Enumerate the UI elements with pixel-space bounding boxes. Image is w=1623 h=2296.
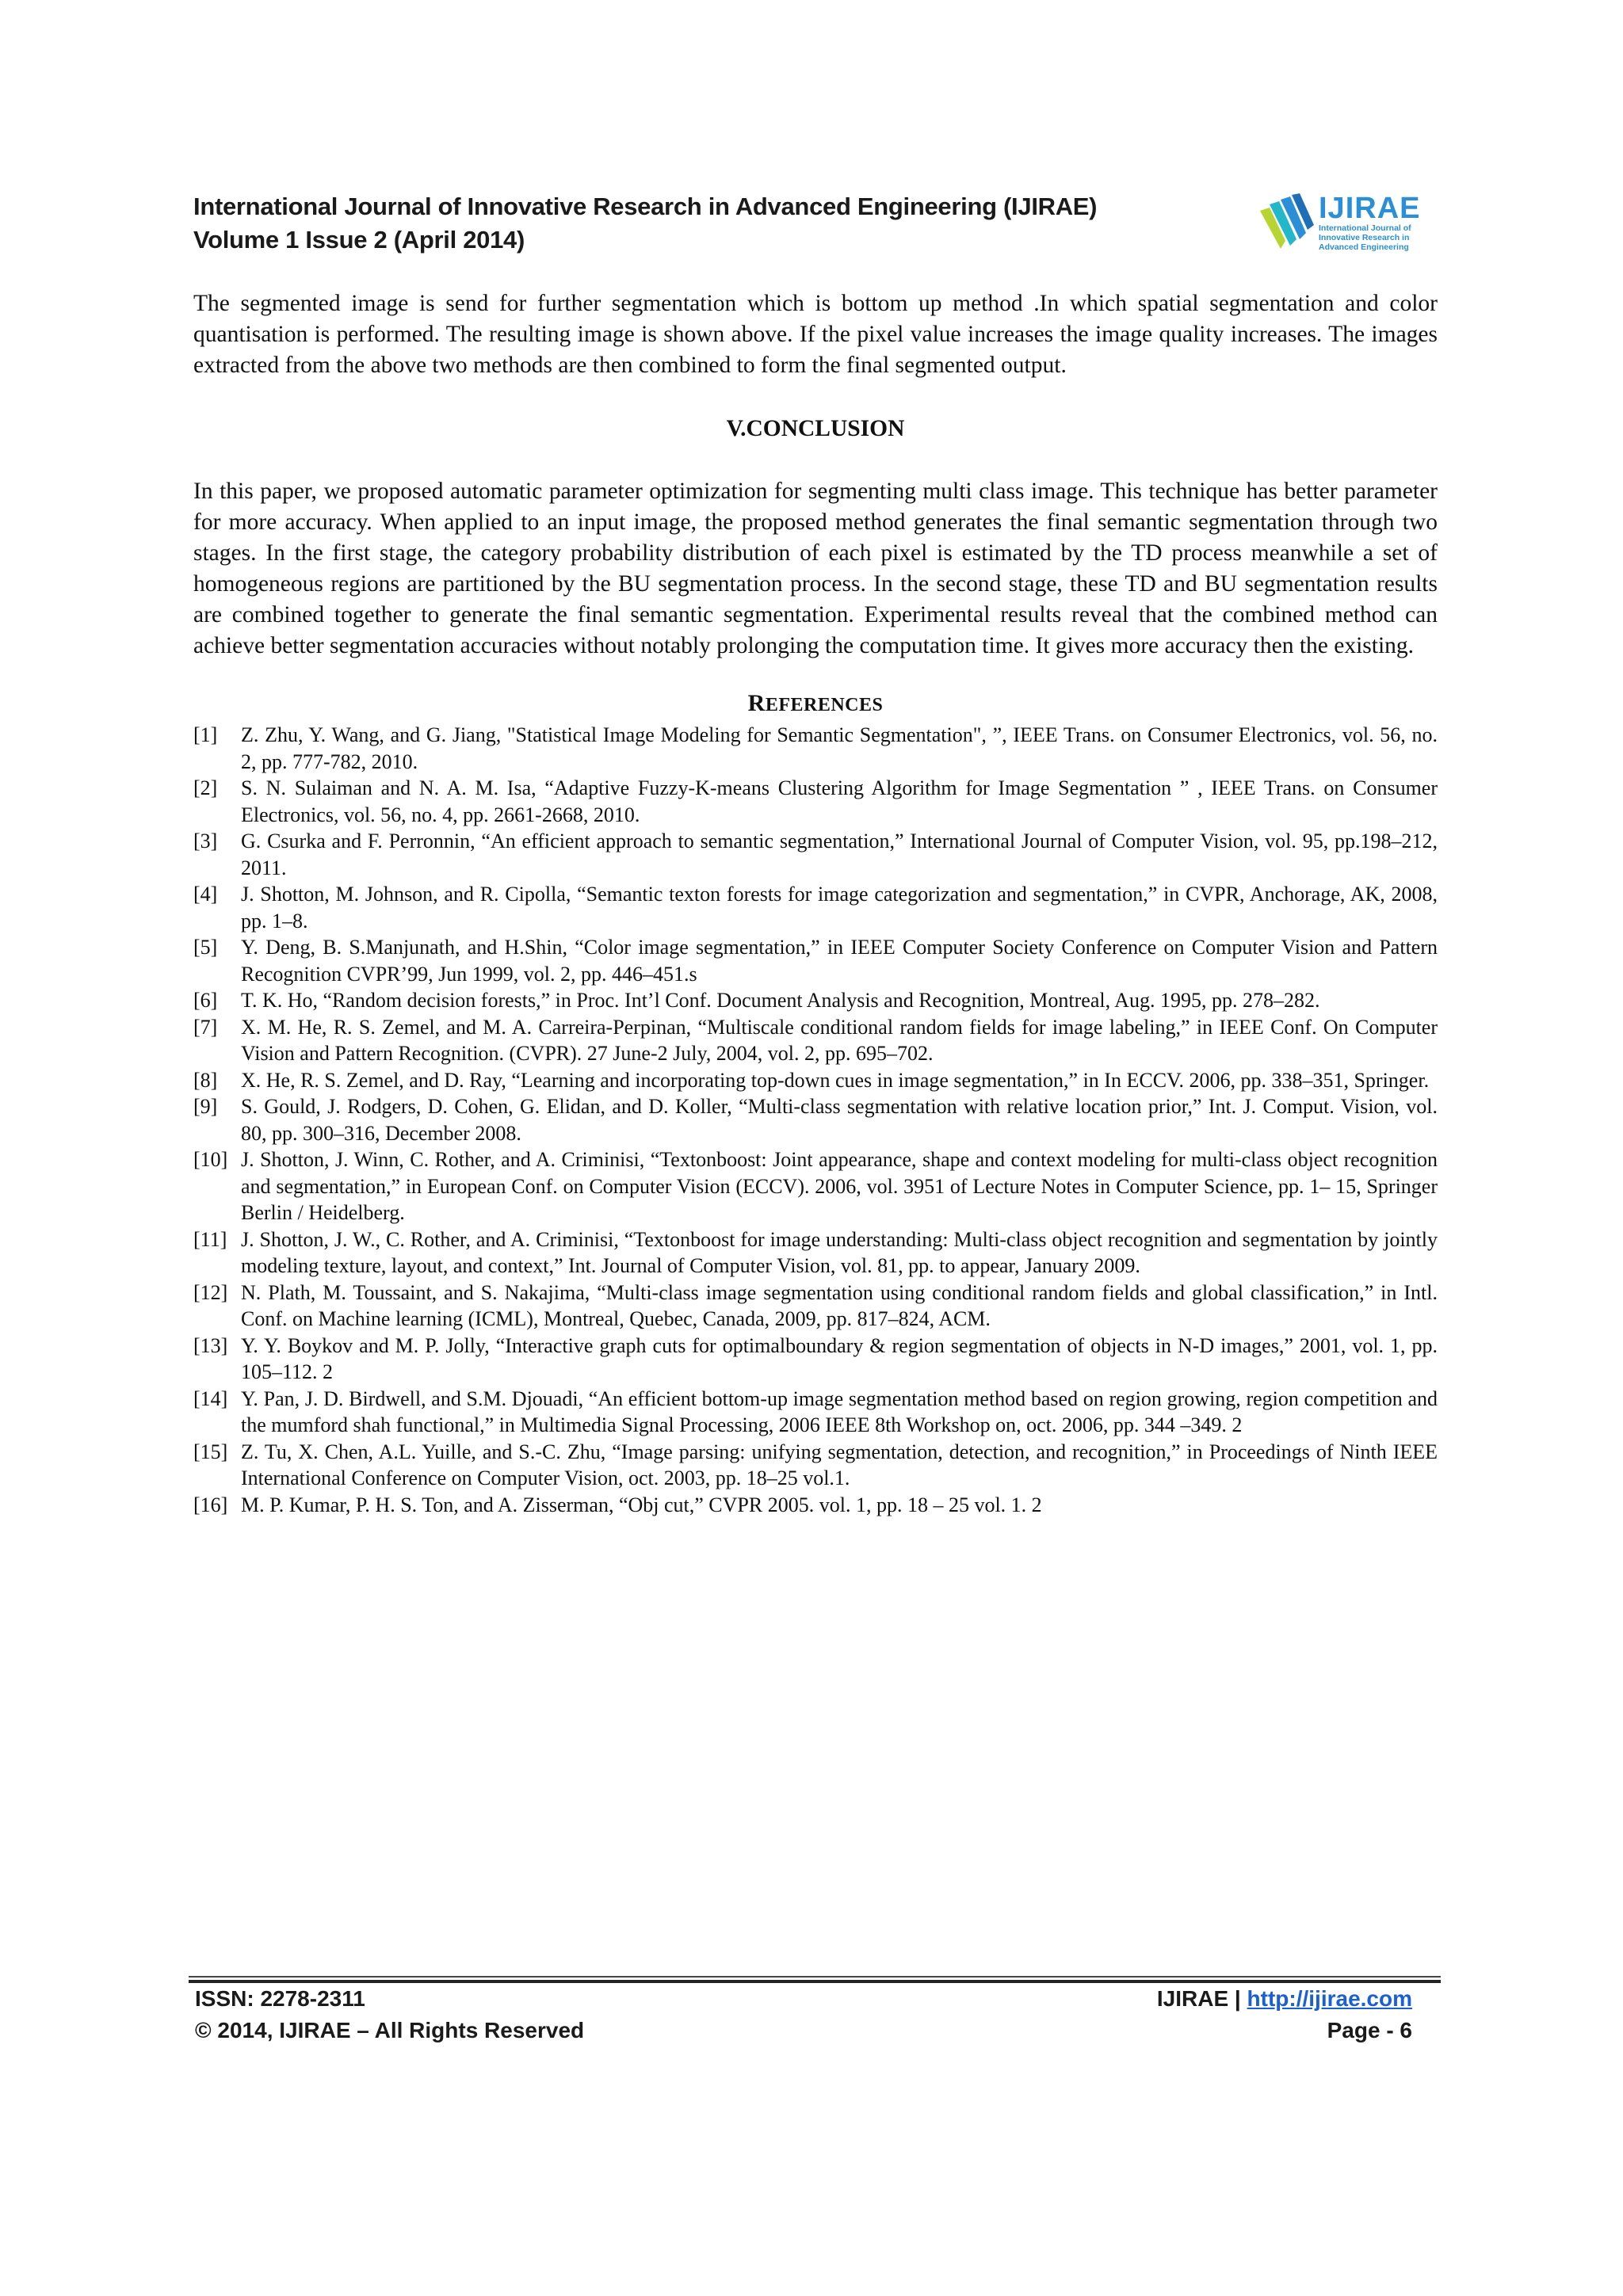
reference-text: X. He, R. S. Zemel, and D. Ray, “Learning and incorporating top-down cues in image segmentation,” in In ECCV. 2006, pp. 338–351, Springer. [241, 1068, 1430, 1092]
logo-mark-icon [1258, 193, 1322, 255]
reference-item [193, 1439, 1438, 1492]
references-heading-initial: R [747, 690, 766, 716]
reference-number: [7] [193, 1015, 218, 1039]
reference-item [193, 1226, 1438, 1280]
reference-text: S. N. Sulaiman and N. A. M. Isa, “Adaptive Fuzzy-K-means Clustering Algorithm for Image Segmentation ” , IEEE Trans. on Consumer Electronics, vol. 56, no. 4, pp. 2661-2668, 2010. [241, 776, 1438, 826]
reference-text: J. Shotton, J. Winn, C. Rother, and A. Criminisi, “Textonboost: Joint appearance, shape and context modeling for multi-class object recognition and segmentation,” in European Conf. on Computer Vision (ECCV). 2006, vol. 3951 of Lecture Notes in Computer Science, pp. 1– 15, Springer Berlin / Heidelberg. [241, 1148, 1438, 1224]
issn-text: ISSN: 2278-2311 [195, 1986, 365, 2011]
ijirae-logo [1258, 192, 1434, 254]
footer-rule-thin [189, 1976, 1441, 1978]
references-heading [193, 692, 1438, 717]
reference-number: [8] [193, 1068, 218, 1092]
journal-title: International Journal of Innovative Research in Advanced Engineering (IJIRAE) [193, 193, 1098, 220]
reference-text: N. Plath, M. Toussaint, and S. Nakajima, “Multi-class image segmentation using conditional random fields and global classification,” in Intl. Conf. on Machine learning (ICML), Montreal, Quebec, Canada, 2009, pp. 817–824, ACM. [241, 1280, 1438, 1330]
reference-text: S. Gould, J. Rodgers, D. Cohen, G. Elidan, and D. Koller, “Multi-class segmentation with relative location prior,” Int. J. Comput. Vision, vol. 80, pp. 300–316, December 2008. [241, 1095, 1438, 1145]
reference-item [193, 828, 1438, 881]
reference-number: [2] [193, 776, 218, 799]
reference-number: [4] [193, 883, 218, 906]
page-number: Page - 6 [1327, 2018, 1412, 2042]
reference-item [193, 1333, 1438, 1386]
footer-row-top [189, 1983, 1441, 2015]
reference-text: Y. Deng, B. S.Manjunath, and H.Shin, “Color image segmentation,” in IEEE Computer Society Conference on Computer Vision and Pattern Recognition CVPR’99, Jun 1999, vol. 2, pp. 446–451.s [241, 936, 1438, 986]
copyright-text: © 2014, IJIRAE – All Rights Reserved [195, 2018, 585, 2042]
reference-number: [16] [193, 1493, 228, 1516]
brand-label: IJIRAE | [1156, 1986, 1247, 2011]
reference-number: [15] [193, 1440, 228, 1463]
reference-item [193, 1093, 1438, 1146]
footer-brand [1157, 1983, 1412, 2015]
reference-item [193, 1386, 1438, 1439]
reference-text: Z. Tu, X. Chen, A.L. Yuille, and S.-C. Zhu, “Image parsing: unifying segmentation, detection, and recognition,” in Proceedings of Ninth IEEE International Conference on Computer Vision, oct. 2003, pp. 18–25 vol.1. [241, 1440, 1438, 1489]
reference-number: [13] [193, 1333, 228, 1357]
reference-number: [12] [193, 1280, 228, 1304]
reference-text: Y. Pan, J. D. Birdwell, and S.M. Djouadi, “An efficient bottom-up image segmentation method based on region growing, region competition and the mumford shah functional,” in Multimedia Signal Processing, 2006 IEEE 8th Workshop on, oct. 2006, pp. 344 –349. 2 [241, 1386, 1438, 1436]
reference-text: T. K. Ho, “Random decision forests,” in Proc. Int’l Conf. Document Analysis and Recognition, Montreal, Aug. 1995, pp. 278–282. [241, 989, 1320, 1012]
logo-text: IJIRAE [1319, 192, 1421, 225]
reference-text: J. Shotton, M. Johnson, and R. Cipolla, “Semantic texton forests for image categorization and segmentation,” in CVPR, Anchorage, AK, 2008, pp. 1–8. [241, 883, 1438, 933]
reference-text: Z. Zhu, Y. Wang, and G. Jiang, "Statistical Image Modeling for Semantic Segmentation", ”, IEEE Trans. on Consumer Electronics, vol. 56, no. 2, pp. 777-782, 2010. [241, 723, 1438, 773]
reference-item [193, 775, 1438, 828]
journal-link[interactable]: http://ijirae.com [1247, 1986, 1412, 2011]
reference-item [193, 934, 1438, 987]
reference-item [193, 881, 1438, 934]
intro-paragraph: The segmented image is send for further segmentation which is bottom up method .In which spatial segmentation and color quantisation is performed. The resulting image is shown above. If the pixel value increases the image quality increases. The images extracted from the above two methods are then combined to form the final segmented output. [193, 291, 1438, 378]
reference-text: J. Shotton, J. W., C. Rother, and A. Criminisi, “Textonboost for image understanding: Multi-class object recognition and segmentation by jointly modeling texture, layout, and context,” Int. Journal of Computer Vision, vol. 81, pp. to appear, January 2009. [241, 1227, 1438, 1277]
reference-text: M. P. Kumar, P. H. S. Ton, and A. Zisserman, “Obj cut,” CVPR 2005. vol. 1, pp. 18 – 25 vol. 1. 2 [241, 1493, 1042, 1516]
reference-item [193, 1014, 1438, 1067]
reference-text: Y. Y. Boykov and M. P. Jolly, “Interactive graph cuts for optimalboundary & region segmentation of objects in N-D images,” 2001, vol. 1, pp. 105–112. 2 [241, 1333, 1438, 1383]
reference-item [193, 1492, 1438, 1519]
conclusion-heading: V.CONCLUSION [726, 416, 905, 441]
reference-item [193, 1280, 1438, 1333]
reference-number: [9] [193, 1095, 218, 1118]
reference-number: [14] [193, 1386, 228, 1410]
reference-text: G. Csurka and F. Perronnin, “An efficient approach to semantic segmentation,” International Journal of Computer Vision, vol. 95, pp.198–212, 2011. [241, 830, 1438, 879]
reference-text: X. M. He, R. S. Zemel, and M. A. Carreira-Perpinan, “Multiscale conditional random fields for image labeling,” in IEEE Conf. On Computer Vision and Pattern Recognition. (CVPR). 27 June-2 July, 2004, vol. 2, pp. 695–702. [241, 1015, 1438, 1065]
reference-item [193, 987, 1438, 1014]
page-header [193, 190, 1445, 269]
reference-number: [6] [193, 989, 218, 1012]
reference-number: [11] [193, 1227, 227, 1251]
reference-item [193, 722, 1438, 775]
conclusion-paragraph: In this paper, we proposed automatic parameter optimization for segmenting multi class image. This technique has better parameter for more accuracy. When applied to an input image, the proposed method generates the final semantic segmentation through two stages. In the first stage, the category probability distribution of each pixel is estimated by the TD process meanwhile a set of homogeneous regions are partitioned by the BU segmentation process. In the second stage, these TD and BU segmentation results are combined together to generate the final semantic segmentation. Experimental results reveal that the combined method can achieve better segmentation accuracies without notably prolonging the computation time. It gives more accuracy then the existing. [193, 479, 1438, 658]
reference-item [193, 1067, 1438, 1094]
reference-list [193, 722, 1438, 1518]
logo-subtitle: International Journal of Innovative Research in Advanced Engineering [1319, 223, 1411, 252]
references-heading-rest: EFERENCES [765, 695, 884, 715]
reference-item [193, 1146, 1438, 1226]
reference-number: [3] [193, 830, 218, 852]
page-footer [189, 1976, 1441, 2046]
reference-number: [10] [193, 1148, 228, 1171]
journal-volume: Volume 1 Issue 2 (April 2014) [193, 226, 525, 254]
page-content [193, 288, 1438, 1518]
footer-row-bottom [189, 2015, 1441, 2046]
reference-number: [5] [193, 936, 218, 959]
reference-number: [1] [193, 723, 218, 746]
